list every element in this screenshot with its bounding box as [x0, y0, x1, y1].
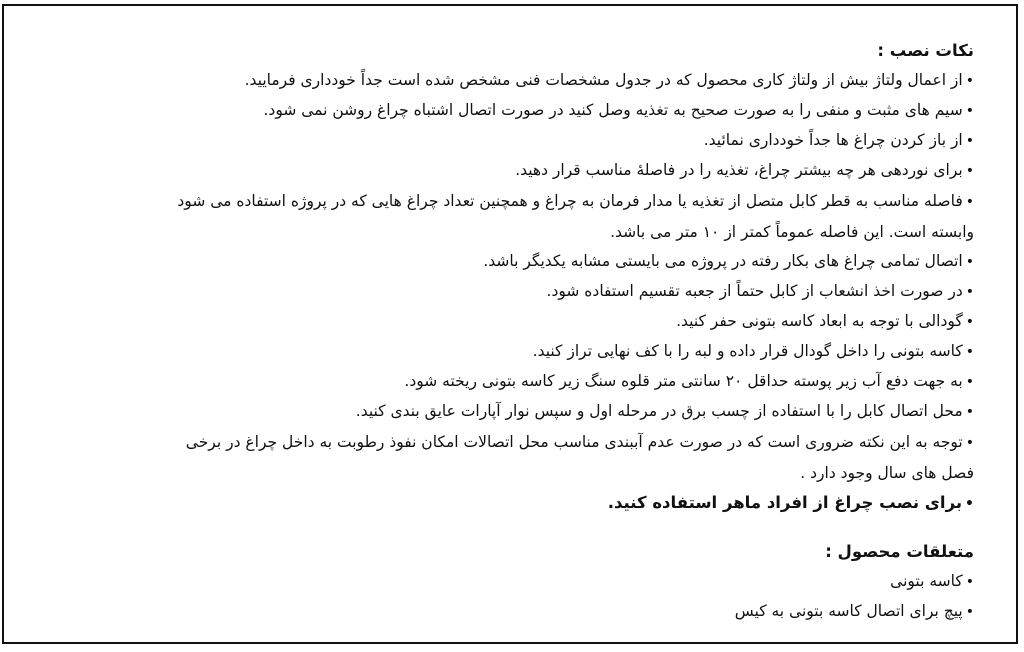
bullet-icon: •	[965, 194, 974, 210]
bullet-icon: •	[965, 404, 974, 420]
bullet-icon: •	[965, 73, 974, 89]
section-spacer	[174, 519, 974, 537]
install-notes-title: نکات نصب :	[877, 41, 974, 60]
accessories-title: متعلقات محصول :	[825, 542, 974, 561]
emphasis-item: •برای نصب چراغ از افراد ماهر استفاده کنید.	[607, 493, 974, 512]
bullet-icon: •	[965, 574, 974, 590]
list-item: •توجه به این نکته ضروری است که در صورت عدم آببندی مناسب محل اتصالات امکان نفوذ رطوبت به داخل چراغ در برخی فصل های سال وجود دارد .	[185, 433, 974, 482]
bullet-icon: •	[965, 314, 974, 330]
list-item: •به جهت دفع آب زیر پوسته حداقل ۲۰ سانتی متر قلوه سنگ زیر کاسه بتونی ریخته شود.	[404, 372, 974, 390]
list-item: •فاصله مناسب به قطر کابل متصل از تغذیه یا مدار فرمان به چراغ و همچنین تعداد چراغ هایی که در پروژه استفاده می شود وابسته است. این فاصله عموماً کمتر از ۱۰ متر می باشد.	[177, 192, 974, 241]
list-item: •کاسه بتونی را داخل گودال قرار داده و لبه را با کف نهایی تراز کنید.	[532, 342, 974, 360]
document-body	[174, 36, 974, 627]
bullet-icon: •	[965, 435, 974, 451]
list-item: •پیچ برای اتصال کاسه بتونی به کیس	[734, 602, 974, 620]
bullet-icon: •	[965, 284, 974, 300]
bullet-icon: •	[965, 604, 974, 620]
list-item: •اتصال تمامی چراغ های بکار رفته در پروژه می بایستی مشابه یکدیگر باشد.	[483, 252, 974, 270]
bullet-icon: •	[965, 374, 974, 390]
list-item: •از باز کردن چراغ ها جداً خودداری نمائید.	[703, 131, 974, 149]
document-frame	[2, 4, 1018, 644]
list-item: •در صورت اخذ انشعاب از کابل حتماً از جعبه تقسیم استفاده شود.	[546, 282, 974, 300]
bullet-icon: •	[965, 496, 974, 512]
bullet-icon: •	[965, 163, 974, 179]
bullet-icon: •	[965, 254, 974, 270]
list-item: •گودالی با توجه به ابعاد کاسه بتونی حفر کنید.	[676, 312, 974, 330]
bullet-icon: •	[965, 133, 974, 149]
list-item: •برای نوردهی هر چه بیشتر چراغ، تغذیه را در فاصلهٔ مناسب قرار دهید.	[515, 161, 974, 179]
list-item: •سیم های مثبت و منفی را به صورت صحیح به تغذیه وصل کنید در صورت اتصال اشتباه چراغ روشن نمی شود.	[263, 101, 974, 119]
bullet-icon: •	[965, 103, 974, 119]
list-item: •از اعمال ولتاژ بیش از ولتاژ کاری محصول که در جدول مشخصات فنی مشخص شده است جداً خودداری فرمایید.	[244, 71, 974, 89]
list-item: •کاسه بتونی	[890, 572, 974, 590]
bullet-icon: •	[965, 344, 974, 360]
list-item: •محل اتصال کابل را با استفاده از چسب برق در مرحله اول و سپس نوار آپارات عایق بندی کنید.	[355, 402, 974, 420]
